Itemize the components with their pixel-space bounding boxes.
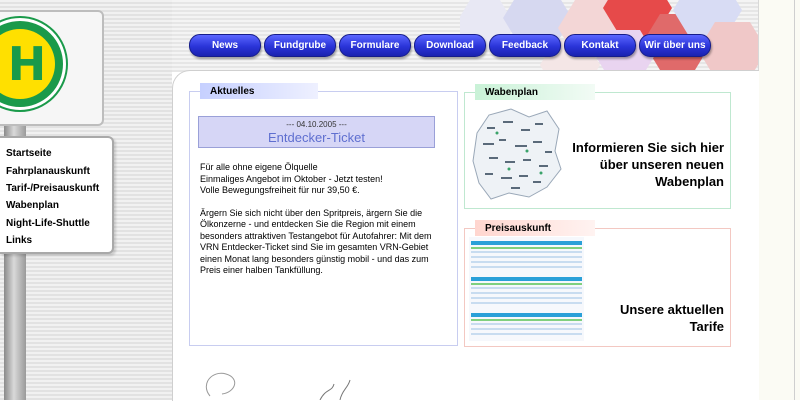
news-header-box [198,116,435,148]
map-thumbnail-icon[interactable] [469,103,564,203]
nav-feedback-button[interactable]: Feedback [489,34,561,57]
h-circle-inner [0,29,55,99]
news-date: --- 04.10.2005 --- [286,120,347,129]
nav-fundgrube-button[interactable]: Fundgrube [264,34,336,57]
sidebar-item-fahrplanauskunft[interactable]: Fahrplanauskunft [6,166,90,177]
promo-line: Wabenplan [655,174,724,189]
preisauskunft-promo-text[interactable] [620,301,724,335]
promo-line: Informieren Sie sich hier [572,140,724,155]
sidebar-item-night-life-shuttle[interactable]: Night-Life-Shuttle [6,218,90,229]
h-letter: H [7,37,47,91]
tariff-table-thumbnail-icon[interactable] [469,237,584,341]
nav-news-button[interactable]: News [189,34,261,57]
wabenplan-tab: Wabenplan [475,84,595,100]
promo-line: über unseren neuen [599,157,724,172]
wabenplan-promo-text[interactable] [572,139,724,190]
news-line: Für alle ohne eigene Ölquelle [200,162,318,172]
scrollbar-edge [794,0,795,400]
wabenplan-panel[interactable] [464,86,731,209]
preisauskunft-tab: Preisauskunft [475,220,595,236]
nav-download-button[interactable]: Download [414,34,486,57]
news-line: Volle Bewegungsfreiheit für nur 39,50 €. [200,185,360,195]
sidebar-item-wabenplan[interactable]: Wabenplan [6,200,59,211]
sidebar-item-tarif-preisauskunft[interactable]: Tarif-/Preisauskunft [6,183,100,194]
news-paragraph: Ärgern Sie sich nicht über den Spritpreis, ärgern Sie die Ölkonzerne - und entdecken Sie die Region mit einem besonders attraktiven Testangebot für Autofahrer: Mit dem VRN Entdecker-Ticket sind Sie im gesamten VRN-Gebiet einen Monat lang besonders günstig mobil - und das zum Preis einer halben Tankfüllung. [200,207,432,275]
nav-kontakt-button[interactable]: Kontakt [564,34,636,57]
news-body [200,162,440,277]
aktuelles-tab: Aktuelles [200,83,318,99]
nav-formulare-button[interactable]: Formulare [339,34,411,57]
news-headline[interactable]: Entdecker-Ticket [267,130,366,145]
nav-wir-ueber-uns-button[interactable]: Wir über uns [639,34,711,57]
preisauskunft-panel[interactable] [464,222,731,347]
sidebar-item-links[interactable]: Links [6,235,33,246]
promo-line: Tarife [689,319,724,334]
sketch-decoration [200,366,360,400]
sidebar-menu [0,136,114,254]
news-line: Einmaliges Angebot im Oktober - Jetzt testen! [200,173,383,184]
sidebar-item-startseite[interactable]: Startseite [6,148,52,159]
promo-line: Unsere aktuellen [619,302,724,317]
aktuelles-panel [189,85,458,346]
